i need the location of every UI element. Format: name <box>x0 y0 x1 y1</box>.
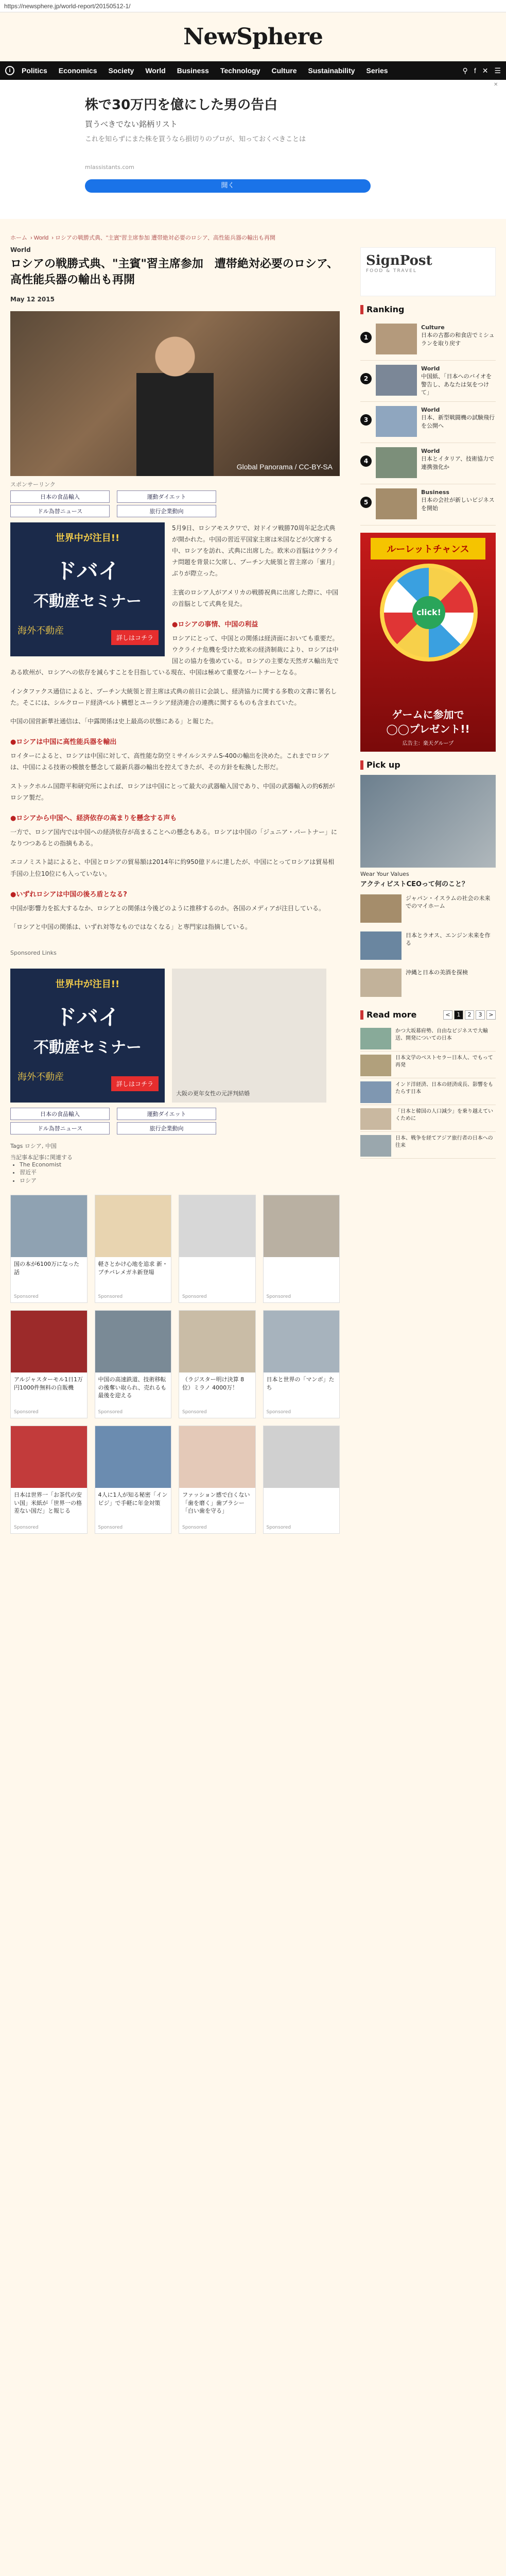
roulette-click-button[interactable]: click! <box>412 596 445 629</box>
rank-number: 3 <box>360 414 372 426</box>
readmore-title-text: Read more <box>367 1010 417 1020</box>
recommend-text: ファッション感で白くない「歯を磨く」歯ブラシー「白い歯を守る」 <box>182 1492 250 1515</box>
rank-category: Culture <box>421 324 445 331</box>
article-paragraph: エコノミスト誌によると、中国とロシアの貿易額は2014年に約950億ドルに達したが、中国にとってロシアは貿易相手国の上位10位にも入っていない。 <box>10 858 335 877</box>
article-subhead: ●ロシアから中国へ、経済依存の高まりを懸念する声も <box>10 814 177 822</box>
bottom-photo-ad[interactable] <box>172 969 326 1103</box>
readmore-title <box>360 1010 416 1020</box>
tag-item[interactable]: • ロシア <box>20 1176 340 1184</box>
recommend-source: Sponsored <box>266 1410 291 1415</box>
roulette-game-ad[interactable] <box>360 533 496 752</box>
article-section[interactable]: World <box>10 246 31 253</box>
pager-page[interactable]: 2 <box>465 1010 474 1020</box>
rank-category: World <box>421 448 440 454</box>
signpost-banner[interactable] <box>360 247 496 296</box>
readmore-thumb <box>360 1108 391 1130</box>
pickup-text: ジャパン・イスラムの社会の未来でのマイホーム <box>406 895 491 910</box>
signpost-sub: FOOD & TRAVEL <box>366 268 417 274</box>
readmore-text: インド洋経済、日本の経済成長、影響をもたらす日本 <box>395 1082 493 1095</box>
recommend-text <box>264 1488 340 1494</box>
sponsor-link[interactable]: 運動ダイエット <box>117 1108 216 1120</box>
recommend-text: アルジャスターモル1日1万円1000件無料の自販機 <box>14 1376 83 1391</box>
recommend-image <box>95 1311 171 1372</box>
sponsor-link[interactable]: 日本の食品輸入 <box>10 1108 110 1120</box>
facebook-icon[interactable]: f <box>474 66 476 75</box>
recommend-card[interactable] <box>95 1195 172 1303</box>
breadcrumb: ホーム › World › ロシアの戦勝式典、"主賓"習主席参加 遭帯絶対必要のロシア、高性能兵器の輸出も再開 <box>10 235 275 241</box>
article-subhead: ●いずれロシアは中国の後ろ盾となる? <box>10 890 127 899</box>
article-paragraph: ロイターによると、ロシアは中国に対して、高性能な防空ミサイルシステムS-400の輸出を決めた。これまでロシアは、中国による技術の模倣を懸念して最新兵器の輸出を控えてきたが、その方針を転換した形だ。 <box>10 752 329 771</box>
bottom-ad-pair <box>10 969 340 1103</box>
ranking-item[interactable] <box>360 361 496 402</box>
article-date: May 12 2015 <box>10 295 55 303</box>
article-hero-image <box>10 311 340 476</box>
pager-page[interactable]: 1 <box>454 1010 463 1020</box>
ranking-item[interactable] <box>360 402 496 443</box>
recommend-source: Sponsored <box>182 1410 207 1415</box>
pickup-main-title[interactable]: アクティビストCEOって何のこと？ <box>360 880 469 888</box>
inline-ad-t4: 海外不動産 <box>18 1072 64 1083</box>
rank-number: 1 <box>360 332 372 343</box>
pager-prev[interactable]: < <box>443 1010 452 1020</box>
recommend-text: 4人に1人が知る秘密「インビジ」で手軽に年金対策 <box>98 1492 168 1506</box>
recommend-card[interactable] <box>179 1310 256 1418</box>
sidebar <box>360 247 496 1159</box>
readmore-thumb <box>360 1028 391 1049</box>
ad-close-icon[interactable]: ✕ <box>494 82 498 88</box>
pickup-title-text: Pick up <box>367 760 400 770</box>
search-icon[interactable]: ⚲ <box>462 66 468 75</box>
recommend-image <box>95 1426 171 1488</box>
article-paragraph: 中国の国営新華社通信は、「中露関係は史上最高の状態にある」と報じた。 <box>10 718 218 725</box>
nav-business[interactable]: Business <box>177 66 209 75</box>
site-logo[interactable]: NewSphere <box>183 24 323 50</box>
article-title: ロシアの戦勝式典、"主賓"習主席参加 遭帯絶対必要のロシア、高性能兵器の輸出も再開 <box>10 258 339 286</box>
inline-ad-t1: 世界中が注目!! <box>55 979 120 990</box>
recommend-source: Sponsored <box>98 1294 123 1300</box>
readmore-item[interactable] <box>360 1078 496 1105</box>
recommend-text: 日本と世界の「マンボ」たち <box>266 1376 335 1391</box>
recommend-text: （ラジスター明け決算 8位）ミラノ 4000万！ <box>182 1376 245 1391</box>
recommend-text <box>264 1257 340 1263</box>
article-paragraph: インタファクス通信によると、プーチン大統領と習主席は式典の前日に会談し、経済協力に関する多数の文書に署名した。そこには、シルクロード経済ベルト構想とユーラシア経済連合の連携に関するものも含まれていた。 <box>10 687 337 706</box>
rank-number: 4 <box>360 455 372 467</box>
rank-text: 日本、新型戦闘機の試験飛行を公開へ <box>421 414 495 429</box>
recommend-card[interactable] <box>263 1426 340 1534</box>
readmore-thumb <box>360 1055 391 1076</box>
bottom-ad-label: Sponsored Links <box>10 950 57 957</box>
pager-next[interactable]: > <box>486 1010 496 1020</box>
recommend-source: Sponsored <box>182 1294 207 1300</box>
rank-category: Business <box>421 489 449 496</box>
info-icon[interactable]: i <box>5 66 14 75</box>
article-paragraph: 「ロシアと中国の関係は、いずれ対等なものではなくなる」と専門家は指摘している。 <box>10 923 252 930</box>
rank-text: 日本とイタリア、技術協力で連携強化か <box>421 455 495 470</box>
top-ad-site: mlassistants.com <box>85 164 134 171</box>
pickup-caption: Wear Your Values <box>360 871 409 877</box>
pickup-item[interactable] <box>360 894 496 925</box>
recommend-source: Sponsored <box>14 1410 39 1415</box>
browser-url-bar[interactable]: https://newsphere.jp/world-report/20150512-1/ <box>0 0 506 12</box>
readmore-thumb <box>360 1135 391 1157</box>
inline-dubai-ad[interactable] <box>10 522 165 656</box>
nav-economics[interactable]: Economics <box>58 66 97 75</box>
readmore-thumb <box>360 1081 391 1103</box>
inline-ad-t3: 不動産セミナー <box>33 1039 142 1057</box>
recommend-image <box>11 1311 87 1372</box>
recommend-grid <box>10 1195 340 1534</box>
top-ad-title: 株で30万円を億にした男の告白 <box>85 97 278 113</box>
pickup-item[interactable] <box>360 969 496 999</box>
masthead <box>0 12 506 61</box>
ranking-item[interactable] <box>360 443 496 484</box>
title-bar <box>360 1010 363 1020</box>
tags-area <box>10 1142 340 1184</box>
nav-social <box>463 66 501 75</box>
sponsor-link[interactable]: 運動ダイエット <box>117 490 216 503</box>
recommend-source: Sponsored <box>182 1525 207 1531</box>
rank-text: 日本の会社が新しいビジネスを開始 <box>421 497 495 512</box>
article-body <box>10 522 340 933</box>
recommend-image <box>264 1311 340 1372</box>
recommend-source: Sponsored <box>98 1525 123 1531</box>
recommend-text <box>179 1257 255 1263</box>
sponsor-links <box>10 490 216 517</box>
inline-ad-t2: ドバイ <box>55 1005 120 1030</box>
image-credit: Global Panorama / CC-BY-SA <box>236 463 333 471</box>
pickup-text: 日本とラオス、エンジン未来を作る <box>406 932 491 947</box>
recommend-text: 日本は世界一「お茶代の安い国」米紙が「世界一の格差ない国だ」と報じる <box>14 1492 82 1515</box>
pickup-item[interactable] <box>360 931 496 962</box>
recommend-image <box>11 1426 87 1488</box>
recommend-card[interactable] <box>179 1195 256 1303</box>
pickup-thumb <box>360 969 402 997</box>
ranking-item[interactable] <box>360 484 496 526</box>
article-paragraph: ロシアにとって、中国との関係は経済面においても重要だ。ウクライナ危機を受けた欧米の経済制裁により、ロシアは中国との協力を強めている。ロシアの主要な天然ガス輸出先である欧州が、ロシアへの依存を減らすことを目指している現在、中国は極めて重要なパートナーとなる。 <box>10 634 339 676</box>
article-main <box>10 246 340 1534</box>
sponsor-link[interactable]: 日本の食品輸入 <box>10 490 110 503</box>
pager-page[interactable]: 3 <box>476 1010 485 1020</box>
recommend-source: Sponsored <box>14 1525 39 1531</box>
article-paragraph: 5月9日、ロシアモスクワで、対ドイツ戦勝70周年記念式典が開かれた。中国の習近平国家主席は米国などが欠席する中、ロシアを訪れ、式典に出席した。欧米の首脳はウクライナ問題を背景に欠席し、プーチン大統領と習主席の「蜜月」ぶりが際立った。 <box>172 524 339 578</box>
inline-ad-t2: ドバイ <box>55 558 120 584</box>
article-paragraph: 一方で、ロシア国内では中国への経済依存が高まることへの懸念もある。ロシアは中国の「ジュニア・パートナー」になりつつあるとの指摘もある。 <box>10 828 338 848</box>
bottom-dubai-ad[interactable] <box>10 969 165 1103</box>
bottom-photo-ad-caption: 大阪の更年女性の元評判結婚 <box>176 1090 250 1097</box>
recommend-text: 国の本が6100万になった話 <box>14 1261 79 1276</box>
breadcrumb-home[interactable]: ホーム <box>10 235 27 241</box>
top-ad-content <box>85 94 373 197</box>
hero-figure <box>129 327 221 476</box>
ranking-title <box>360 304 496 314</box>
inline-ad-button[interactable]: 詳しはコチラ <box>111 630 159 645</box>
readmore-item[interactable] <box>360 1025 496 1052</box>
title-bar <box>360 760 363 770</box>
recommend-card[interactable] <box>263 1310 340 1418</box>
rank-number: 2 <box>360 373 372 384</box>
breadcrumb-current: ロシアの戦勝式典、"主賓"習主席参加 遭帯絶対必要のロシア、高性能兵器の輸出も再開 <box>55 235 275 241</box>
readmore-item[interactable] <box>360 1105 496 1132</box>
sponsor-link[interactable]: ドル為替ニュース <box>10 1122 110 1134</box>
nav-culture[interactable]: Culture <box>271 66 297 75</box>
article-paragraph: ストックホルム国際平和研究所によれば、ロシアは中国にとって最大の武器輸入国であり、中国の武器輸入の約6割がロシア製だ。 <box>10 782 335 801</box>
nav-politics[interactable]: Politics <box>22 66 47 75</box>
recommend-image <box>179 1426 255 1488</box>
inline-ad-t4: 海外不動産 <box>18 625 64 636</box>
tag-item[interactable]: • 習近平 <box>20 1168 340 1176</box>
readmore-text: 日本文学のベストセラー日本人、でもって再発 <box>395 1055 493 1068</box>
readmore-pager <box>443 1010 496 1020</box>
article-subhead: ●ロシアは中国に高性能兵器を輸出 <box>10 738 117 747</box>
sponsor-links-bottom <box>10 1108 216 1134</box>
recommend-source: Sponsored <box>266 1294 291 1300</box>
rank-thumb <box>376 365 417 396</box>
recommend-image <box>179 1311 255 1372</box>
game-ad-head: ルーレットチャンス <box>371 538 485 560</box>
recommend-card[interactable] <box>10 1195 88 1303</box>
recommend-source: Sponsored <box>14 1294 39 1300</box>
ranking-item[interactable] <box>360 319 496 361</box>
top-ad-open-button[interactable]: 開く <box>85 179 371 193</box>
rank-category: World <box>421 406 440 413</box>
top-ad-desc: これを知らずにまた株を買うなら損切りのプロが、知っておくべきことは <box>85 135 306 143</box>
sponsor-link[interactable]: ドル為替ニュース <box>10 505 110 517</box>
rank-number: 5 <box>360 497 372 508</box>
rank-text: 中国紙、「日本へのバイオを警告し、あなたは気をつけて」 <box>421 373 492 396</box>
game-ad-small: 広告主：楽天グループ <box>402 741 454 747</box>
nav-series[interactable]: Series <box>366 66 388 75</box>
recommend-card[interactable] <box>95 1426 172 1534</box>
nav-society[interactable]: Society <box>108 66 134 75</box>
recommend-image <box>11 1195 87 1257</box>
readmore-head <box>360 1010 496 1020</box>
recommend-card[interactable] <box>95 1310 172 1418</box>
recommend-card[interactable] <box>10 1426 88 1534</box>
article-paragraph: 中国が影響力を拡大するなか、ロシアとの関係は今後どのように推移するのか。各国のメディアが注目している。 <box>10 904 325 912</box>
rank-thumb <box>376 406 417 437</box>
rank-thumb <box>376 447 417 478</box>
inline-ad-t3: 不動産セミナー <box>33 592 142 611</box>
article-subhead: ●ロシアの事情、中国の利益 <box>172 620 258 629</box>
top-ad-sub: 買うべきでない銘柄リスト <box>85 120 178 129</box>
readmore-text: かつ大坂幕府勢、自由なビジネスで大輸送、開発についての日本 <box>395 1028 488 1041</box>
recommend-card[interactable] <box>179 1426 256 1534</box>
inline-ad-button[interactable]: 詳しはコチラ <box>111 1076 159 1091</box>
tags-label: Tags ロシア, 中国 <box>10 1143 57 1150</box>
recommend-image <box>264 1426 340 1488</box>
article-paragraph: 主賓のロシア人がアメリカの戦勝祝典に出席した際に、中国の首脳として式典を見た。 <box>172 588 339 607</box>
recommend-source: Sponsored <box>266 1525 291 1531</box>
readmore-item[interactable] <box>360 1052 496 1078</box>
rank-category: World <box>421 365 440 372</box>
nav-technology[interactable]: Technology <box>220 66 260 75</box>
recommend-image <box>95 1195 171 1257</box>
pickup-title <box>360 760 496 770</box>
recommend-text: 軽さとかけ心地を追求 新・プチバレメガネ新登場 <box>98 1261 168 1276</box>
title-bar <box>360 305 363 314</box>
readmore-text: 「日本と韓国の人口減少」を乗り越えていくために <box>395 1109 493 1122</box>
twitter-icon[interactable]: ✕ <box>482 66 488 75</box>
pickup-thumb <box>360 931 402 960</box>
nav-world[interactable]: World <box>145 66 166 75</box>
tags-sub: 当記事本記事に関連する <box>10 1154 73 1161</box>
readmore-item[interactable] <box>360 1132 496 1159</box>
sponsor-link[interactable]: 旅行企業動向 <box>117 1122 216 1134</box>
pickup-text: 沖縄と日本の美酒を探検 <box>406 969 468 976</box>
recommend-image <box>264 1195 340 1257</box>
main-nav <box>0 61 506 80</box>
sponsor-label: スポンサーリンク <box>10 481 56 488</box>
bottom-dubai-ad-inner <box>10 969 165 1103</box>
ranking-title-text: Ranking <box>367 304 405 314</box>
recommend-text: 中国の高速鉄道、技術移転の後奪い取られ、売れるも最後を迎える <box>98 1376 167 1399</box>
rank-thumb <box>376 324 417 354</box>
sponsor-link[interactable]: 旅行企業動向 <box>117 505 216 517</box>
recommend-image <box>179 1195 255 1257</box>
nav-sustainability[interactable]: Sustainability <box>308 66 355 75</box>
pickup-thumb <box>360 894 402 923</box>
rank-thumb <box>376 488 417 519</box>
tag-item[interactable]: • The Economist <box>20 1161 340 1168</box>
breadcrumb-world[interactable]: World <box>33 235 49 241</box>
game-ad-foot: ゲームに参加で ◯◯プレゼント!! <box>386 708 470 735</box>
pickup-main-image[interactable] <box>360 775 496 868</box>
recommend-card[interactable] <box>10 1310 88 1418</box>
rank-text: 日本の古都の和食店でミシュランを取り戻す <box>421 332 495 347</box>
recommend-source: Sponsored <box>98 1410 123 1415</box>
signpost-logo: SignPost <box>366 253 432 268</box>
inline-ad-t1: 世界中が注目!! <box>55 532 120 544</box>
menu-icon[interactable]: ☰ <box>494 66 501 75</box>
recommend-card[interactable] <box>263 1195 340 1303</box>
readmore-text: 日本、戦争を経てアジア旅行者の日本への往来 <box>395 1136 493 1148</box>
top-ad-banner[interactable] <box>0 80 506 219</box>
